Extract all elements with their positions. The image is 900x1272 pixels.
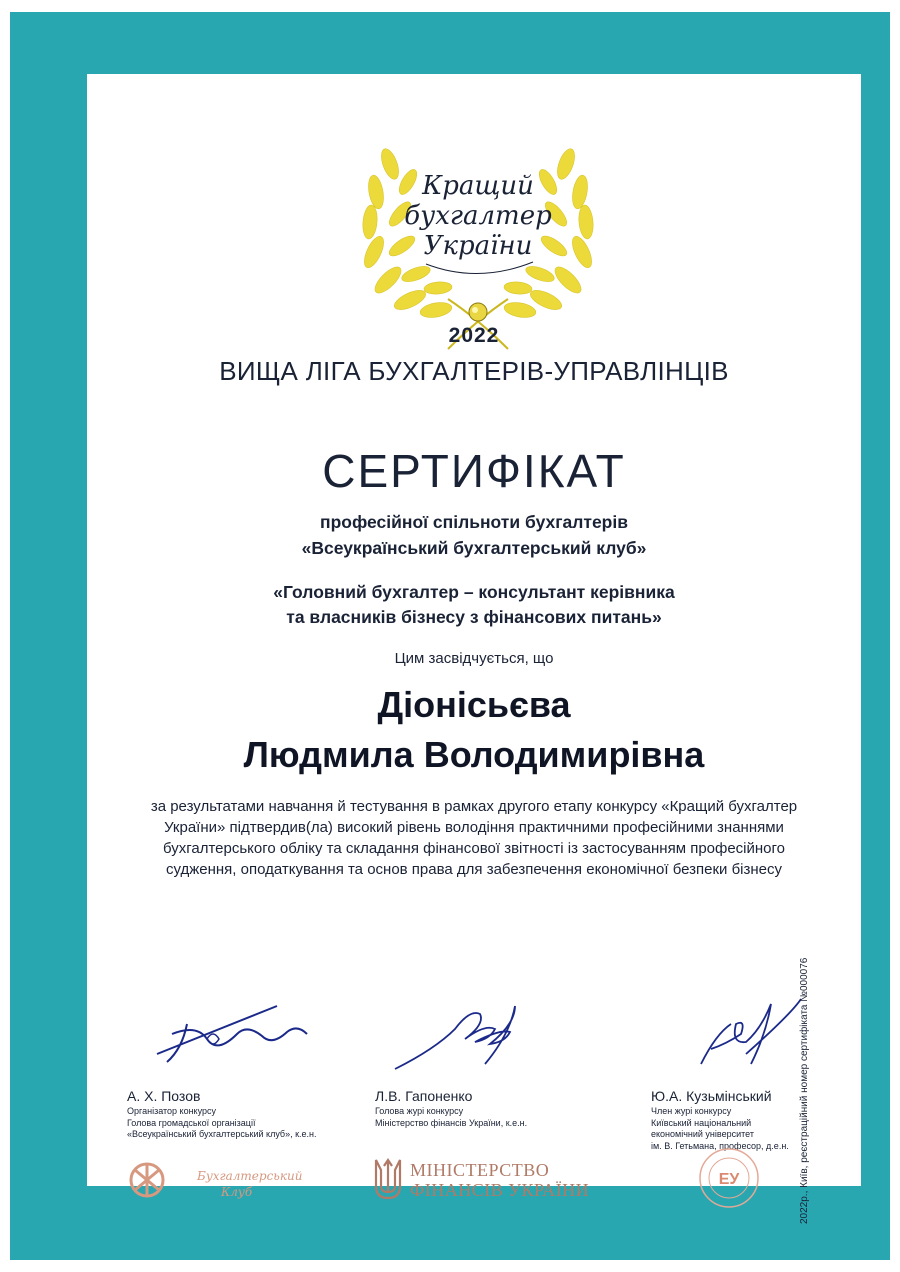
signatory-name: Ю.А. Кузьмінський [651, 1088, 772, 1104]
signatory-role: Голова журі конкурсу Міністерство фінансів України, к.е.н. [375, 1106, 528, 1128]
signatory-role: Організатор конкурсу Голова громадської організації «Всеукраїнський бухгалтерський клуб», к.е.н. [127, 1106, 317, 1139]
svg-text:ЕУ: ЕУ [718, 1171, 740, 1188]
signature-pozov [127, 994, 327, 1074]
issuer-line-2: «Всеукраїнський бухгалтерський клуб» [301, 538, 647, 558]
recipient-surname: Діонісьєва [377, 684, 571, 725]
signature-kuzminsky [651, 994, 851, 1074]
logo-script-line1: Кращий [422, 171, 534, 201]
registration-note: 2022р., Київ, реєстраційний номер сертифіката №000076 [799, 957, 810, 1224]
program-line-1: «Головний бухгалтер – консультант керівника [273, 582, 675, 602]
logo-script-line2: бухгалтер [404, 201, 552, 231]
logo-script-line3: України [423, 231, 533, 261]
signatory-name: Л.В. Гапоненко [375, 1088, 473, 1104]
club-logo-icon [121, 1156, 191, 1206]
attest-text: Цим засвідчується, що [394, 650, 554, 667]
university-stamp-icon [697, 1146, 761, 1210]
signatory-pozov [127, 994, 357, 1141]
signatory-name: А. Х. Позов [127, 1088, 201, 1104]
certificate-body: за результатами навчання й тестування в рамках другого етапу конкурсу «Кращий бухгалтер України» підтвердив(ла) високий рівень володіння практичними професійними знаннями бухгалтерського обліку та складання фінансової звітності із застосуванням професійного судження, оподаткування та основ права для забезпечення економічної безпеки бізнесу [150, 798, 798, 878]
club-logo-text: Бухгалтерський Клуб [197, 1169, 303, 1199]
signature-haponenko [375, 994, 575, 1074]
issuer-line-1: професійної спільноти бухгалтерів [320, 512, 628, 532]
signatory-kuzminsky [651, 994, 881, 1152]
signatory-role: Член журі конкурсу Київський національний економічний університет ім. В. Гетьмана, професор, д.е.н. [651, 1106, 789, 1151]
league-title: ВИЩА ЛІГА БУХГАЛТЕРІВ-УПРАВЛІНЦІВ [219, 356, 729, 386]
trident-icon [373, 1156, 403, 1202]
certificate-title: СЕРТИФІКАТ [322, 445, 626, 497]
program-line-2: та власників бізнесу з фінансових питань» [286, 607, 662, 627]
signatory-haponenko [375, 994, 605, 1129]
contest-year: 2022 [448, 324, 500, 347]
recipient-given-names: Людмила Володимирівна [243, 734, 705, 775]
certificate-sheet [87, 74, 861, 1224]
ministry-logo-text: МІНІСТЕРСТВО ФІНАНСІВ УКРАЇНИ [410, 1160, 590, 1200]
